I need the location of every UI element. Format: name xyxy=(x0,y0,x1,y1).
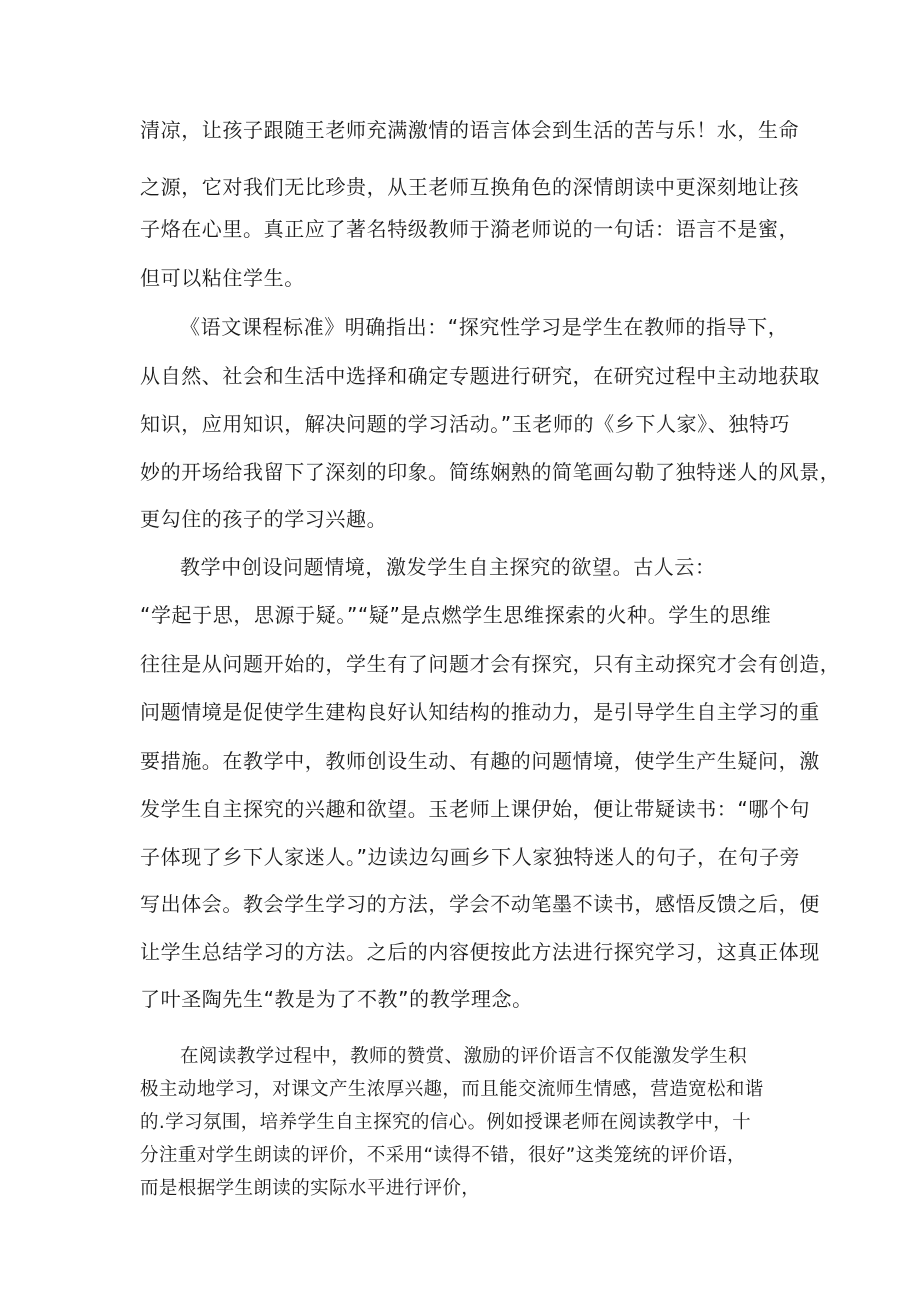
paragraph-4-line-2: 极主动地学习，对课文产生浓厚兴趣，而且能交流师生情感，营造宽松和谐 xyxy=(140,1079,764,1100)
paragraph-3-line-10: 了叶圣陶先生“教是为了不教”的教学理念。 xyxy=(140,987,533,1011)
paragraph-3-line-3: 往往是从问题开始的，学生有了问题才会有探究，只有主动探究才会有创造， xyxy=(140,652,841,676)
paragraph-3-line-6: 发学生自主探究的兴趣和欲望。玉老师上课伊始，便让带疑读书：“哪个句 xyxy=(140,797,811,821)
paragraph-2-line-2: 从自然、社会和生活中选择和确定专题进行研究，在研究过程中主动地获取 xyxy=(140,364,820,388)
paragraph-2-line-1: 《语文课程标准》明确指出：“探究性学习是学生在教师的指导下， xyxy=(180,315,789,339)
paragraph-4-line-3: 的.学习氛围，培养学生自主探究的信心。例如授课老师在阅读教学中，十 xyxy=(140,1112,752,1133)
paragraph-2-line-5: 更勾住的孩子的学习兴趣。 xyxy=(140,507,388,531)
paragraph-1-line-2: 之源，它对我们无比珍贵，从王老师互换角色的深情朗读中更深刻地让孩 xyxy=(140,175,800,199)
paragraph-3-line-1: 教学中创设问题情境，激发学生自主探究的欲望。古人云： xyxy=(180,555,716,579)
paragraph-4-line-4: 分注重对学生朗读的评价，不采用“读得不错，很好”这类笼统的评价语， xyxy=(140,1145,746,1166)
paragraph-4-line-1: 在阅读教学过程中，教师的赞赏、激励的评价语言不仅能激发学生积 xyxy=(180,1046,748,1067)
paragraph-1-line-1: 清凉，让孩子跟随王老师充满激情的语言体会到生活的苦与乐！水，生命 xyxy=(140,118,800,142)
paragraph-2-line-3: 知识，应用知识，解决问题的学习活动。”玉老师的《乡下人家》、独特巧 xyxy=(140,412,791,436)
paragraph-3-line-4: 问题情境是促使学生建构良好认知结构的推动力，是引导学生自主学习的重 xyxy=(140,700,820,724)
paragraph-4-line-5: 而是根据学生朗读的实际水平进行评价， xyxy=(140,1178,481,1199)
paragraph-3-line-7: 子体现了乡下人家迷人。”边读边勾画乡下人家独特迷人的句子，在句子旁 xyxy=(140,845,801,869)
paragraph-2-line-4: 妙的开场给我留下了深刻的印象。简练娴熟的简笔画勾勒了独特迷人的风景， xyxy=(140,460,841,484)
paragraph-3-line-2: “学起于思，思源于疑。”“疑”是点燃学生思维探索的火种。学生的思维 xyxy=(140,603,772,627)
paragraph-3-line-8: 写出体会。教会学生学习的方法，学会不动笔墨不读书，感悟反馈之后，便 xyxy=(140,892,820,916)
paragraph-1-line-3: 子烙在心里。真正应了著名特级教师于漪老师说的一句话：语言不是蜜， xyxy=(140,217,800,241)
paragraph-3-line-9: 让学生总结学习的方法。之后的内容便按此方法进行探究学习，这真正体现 xyxy=(140,940,820,964)
paragraph-1-line-4: 但可以粘住学生。 xyxy=(140,266,305,290)
paragraph-3-line-5: 要措施。在教学中，教师创设生动、有趣的问题情境，使学生产生疑问，激 xyxy=(140,749,820,773)
